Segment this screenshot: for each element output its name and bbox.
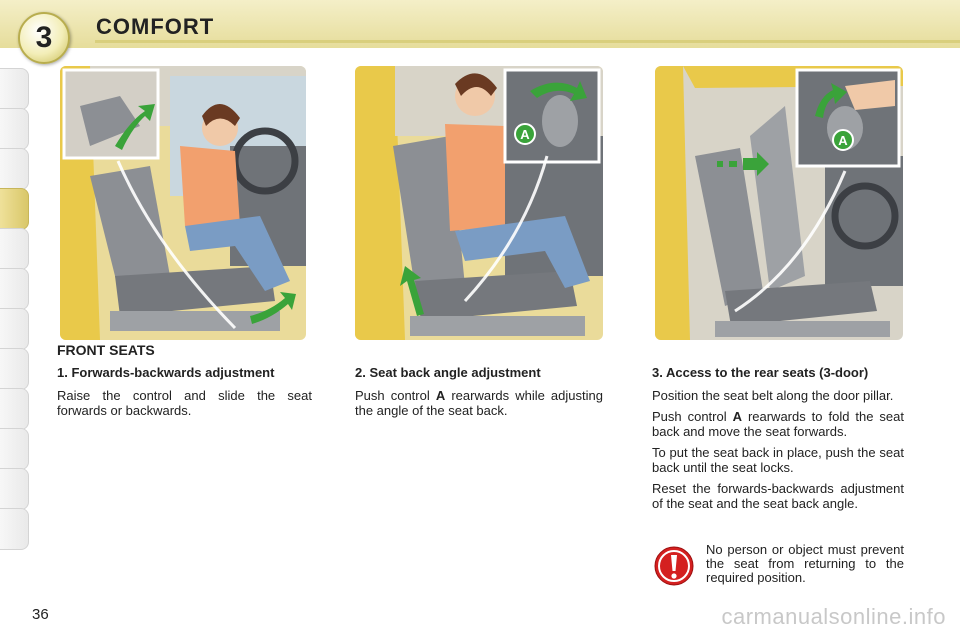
chapter-tab[interactable] (0, 308, 29, 350)
step-3-text-4: Reset the forwards-backwards adjustment of the seat and the seat back angle. (652, 481, 904, 511)
step-2-text-after: rearwards while adjusting the angle of the seat back. (355, 388, 603, 418)
step-3-text-1: Position the seat belt along the door pillar. (652, 388, 894, 403)
step-3-text-3: To put the seat back in place, push the seat back until the seat locks. (652, 445, 904, 475)
chapter-number: 3 (35, 21, 53, 54)
chapter-tab[interactable] (0, 428, 29, 470)
header-rule (95, 40, 960, 43)
chapter-tab-active[interactable] (0, 188, 29, 230)
chapter-badge (18, 12, 70, 64)
control-a-ref: A (732, 409, 742, 424)
control-a-label: A (838, 133, 848, 148)
step-3-heading: 3. Access to the rear seats (3-door) (652, 365, 869, 380)
control-a-ref: A (435, 388, 446, 403)
rear-seat-access-illustration (655, 66, 903, 340)
chapter-tab[interactable] (0, 268, 29, 310)
page-number: 36 (32, 606, 49, 623)
step-2-heading: 2. Seat back angle adjustment (355, 365, 541, 380)
chapter-tab[interactable] (0, 148, 29, 190)
exclamation-warning-icon (654, 546, 694, 586)
step-3-text-2-after: rearwards to fold the seat back and move the seat forwards. (652, 409, 904, 439)
step-3-text-2-before: Push control (652, 409, 727, 424)
control-a-label: A (520, 127, 530, 142)
step-2-text-before: Push control (355, 388, 430, 403)
chapter-tab[interactable] (0, 228, 29, 270)
chapter-tab[interactable] (0, 68, 29, 110)
chapter-tab[interactable] (0, 508, 29, 550)
chapter-tab[interactable] (0, 468, 29, 510)
watermark: carmanualsonline.info (721, 604, 946, 629)
section-title: FRONT SEATS (57, 342, 155, 358)
chapter-tab[interactable] (0, 348, 29, 390)
step-1-text: Raise the control and slide the seat forwards or backwards. (57, 388, 312, 418)
column-rear-seat-access (652, 365, 904, 517)
step-3-text-2 (652, 409, 904, 439)
chapter-tab[interactable] (0, 388, 29, 430)
step-2-text (355, 388, 603, 418)
page-title: COMFORT (96, 14, 215, 39)
column-seat-back-angle (355, 365, 603, 424)
column-forwards-backwards (57, 365, 312, 424)
chapter-tabs (0, 68, 34, 578)
step-1-heading: 1. Forwards-backwards adjustment (57, 365, 275, 380)
seat-back-angle-illustration (355, 66, 603, 340)
chapter-tab[interactable] (0, 108, 29, 150)
seat-slide-illustration (60, 66, 306, 340)
warning-text: No person or object must prevent the seat from returning to the required position. (706, 542, 904, 585)
